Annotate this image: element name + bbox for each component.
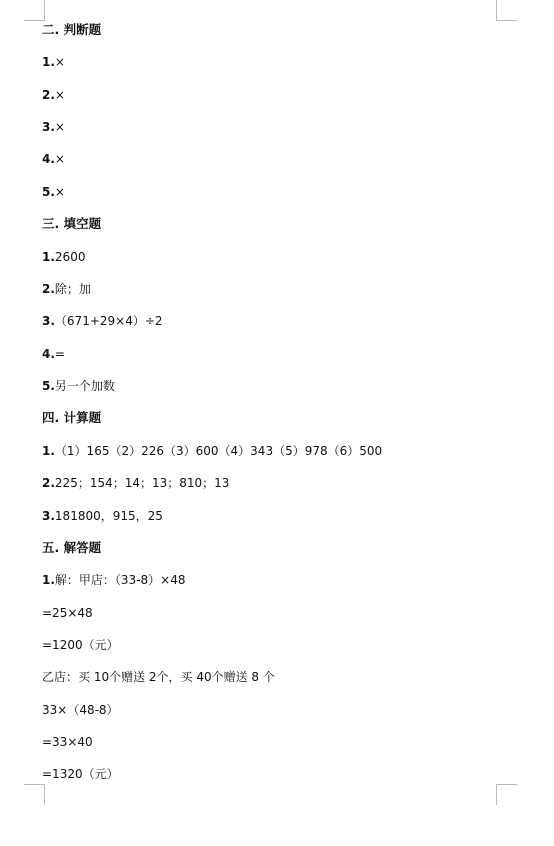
item-number: 4. [42,152,55,166]
solve-line-2: =1200（元） [42,638,119,652]
solve-line-4: 33×（48-8） [42,703,119,717]
item-number: 2. [42,476,55,490]
solve-line-3: 乙店：买 10个赠送 2个，买 40个赠送 8 个 [42,670,275,684]
calc-answer-2 [42,475,229,491]
section-heading-solve: 五. 解答题 [42,540,102,555]
judge-answer-3 [42,119,65,135]
item-answer: × [54,55,65,69]
solve-line-5: =33×40 [42,735,93,749]
item-answer: 另一个加数 [54,379,115,393]
item-answer: × [54,185,65,199]
bottom-right-crop-mark [496,784,517,805]
item-answer: （1）165（2）226（3）600（4）343（5）978（6）500 [54,444,383,458]
item-answer: × [54,120,65,134]
fill-answer-4 [42,346,65,362]
solve-line-6: =1320（元） [42,767,119,781]
calc-answer-1 [42,443,382,459]
item-number: 3. [42,314,55,328]
section-heading-calc: 四. 计算题 [42,410,102,425]
item-answer: （671+29×4）÷2 [54,314,163,328]
item-number: 3. [42,120,55,134]
item-number: 5. [42,185,55,199]
item-answer: 2600 [54,250,86,264]
item-number: 1. [42,444,55,458]
fill-answer-1 [42,249,85,265]
item-answer: = [54,347,65,361]
item-number: 5. [42,379,55,393]
item-number: 1. [42,250,55,264]
item-number: 2. [42,88,55,102]
item-answer: 225；154；14；13；810；13 [54,476,230,490]
item-number: 4. [42,347,55,361]
fill-answer-2 [42,281,91,297]
top-left-crop-mark [24,0,45,21]
item-answer: × [54,152,65,166]
judge-answer-5 [42,184,65,200]
item-number: 1. [42,55,55,69]
fill-answer-3 [42,313,163,329]
item-number: 2. [42,282,55,296]
top-right-crop-mark [496,0,517,21]
item-answer: 解：甲店：（33-8）×48 [54,573,186,587]
item-number: 3. [42,509,55,523]
solve-line-1: =25×48 [42,606,93,620]
section-heading-fill: 三. 填空题 [42,216,102,231]
calc-answer-3 [42,508,163,524]
item-number: 1. [42,573,55,587]
judge-answer-2 [42,87,65,103]
section-heading-judge: 二. 判断题 [42,22,102,37]
bottom-left-crop-mark [24,784,45,805]
item-answer: × [54,88,65,102]
judge-answer-4 [42,151,65,167]
item-answer: 181800，915，25 [54,509,163,523]
judge-answer-1 [42,54,65,70]
item-answer: 除；加 [54,282,91,296]
solve-answer-1 [42,572,185,588]
fill-answer-5 [42,378,115,394]
